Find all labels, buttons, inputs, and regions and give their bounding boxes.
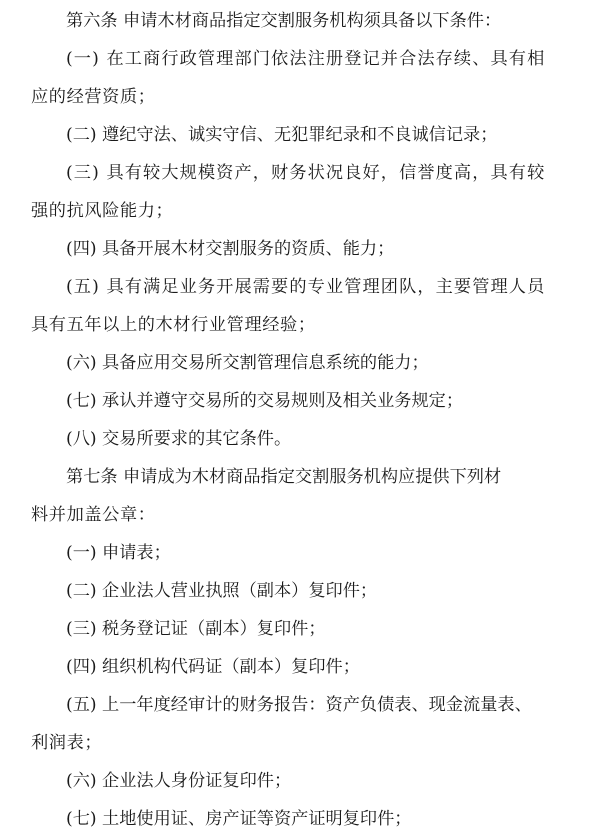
article-6-item-3: (三) 具有较大规模资产，财务状况良好，信誉度高，具有较 [66, 163, 546, 183]
article-6-item-2: (二) 遵纪守法、诚实守信、无犯罪纪录和不良诚信记录； [66, 125, 498, 145]
article-7-item-7: (七) 土地使用证、房产证等资产证明复印件； [66, 809, 412, 829]
article-6-item-5-continued: 具有五年以上的木材行业管理经验； [31, 315, 316, 335]
article-7-item-2: (二) 企业法人营业执照（副本）复印件； [66, 581, 378, 601]
article-6-item-1-continued: 应的经营资质； [31, 87, 156, 107]
article-6-item-5: (五) 具有满足业务开展需要的专业管理团队，主要管理人员 [66, 277, 546, 297]
article-6-item-4: (四) 具备开展木材交割服务的资质、能力； [66, 239, 395, 259]
article-7-heading: 第七条 申请成为木材商品指定交割服务机构应提供下列材 [66, 467, 502, 487]
article-6-heading: 第六条 申请木材商品指定交割服务机构须具备以下条件： [66, 11, 502, 31]
article-7-item-1: (一) 申请表； [66, 543, 171, 563]
article-7-item-5-continued: 利润表； [31, 733, 103, 753]
article-6-item-8: (八) 交易所要求的其它条件。 [66, 429, 292, 449]
article-6-item-6: (六) 具备应用交易所交割管理信息系统的能力； [66, 353, 429, 373]
article-6-item-7: (七) 承认并遵守交易所的交易规则及相关业务规定； [66, 391, 464, 411]
article-6-item-1: (一) 在工商行政管理部门依法注册登记并合法存续、具有相 [66, 49, 546, 69]
article-7-item-3: (三) 税务登记证（副本）复印件； [66, 619, 326, 639]
article-7-heading-continued: 料并加盖公章： [31, 505, 156, 525]
article-7-item-6: (六) 企业法人身份证复印件； [66, 771, 292, 791]
article-7-item-4: (四) 组织机构代码证（副本）复印件； [66, 657, 360, 677]
article-6-item-3-continued: 强的抗风险能力； [31, 201, 174, 221]
article-7-item-5: (五) 上一年度经审计的财务报告：资产负债表、现金流量表、 [66, 695, 532, 715]
